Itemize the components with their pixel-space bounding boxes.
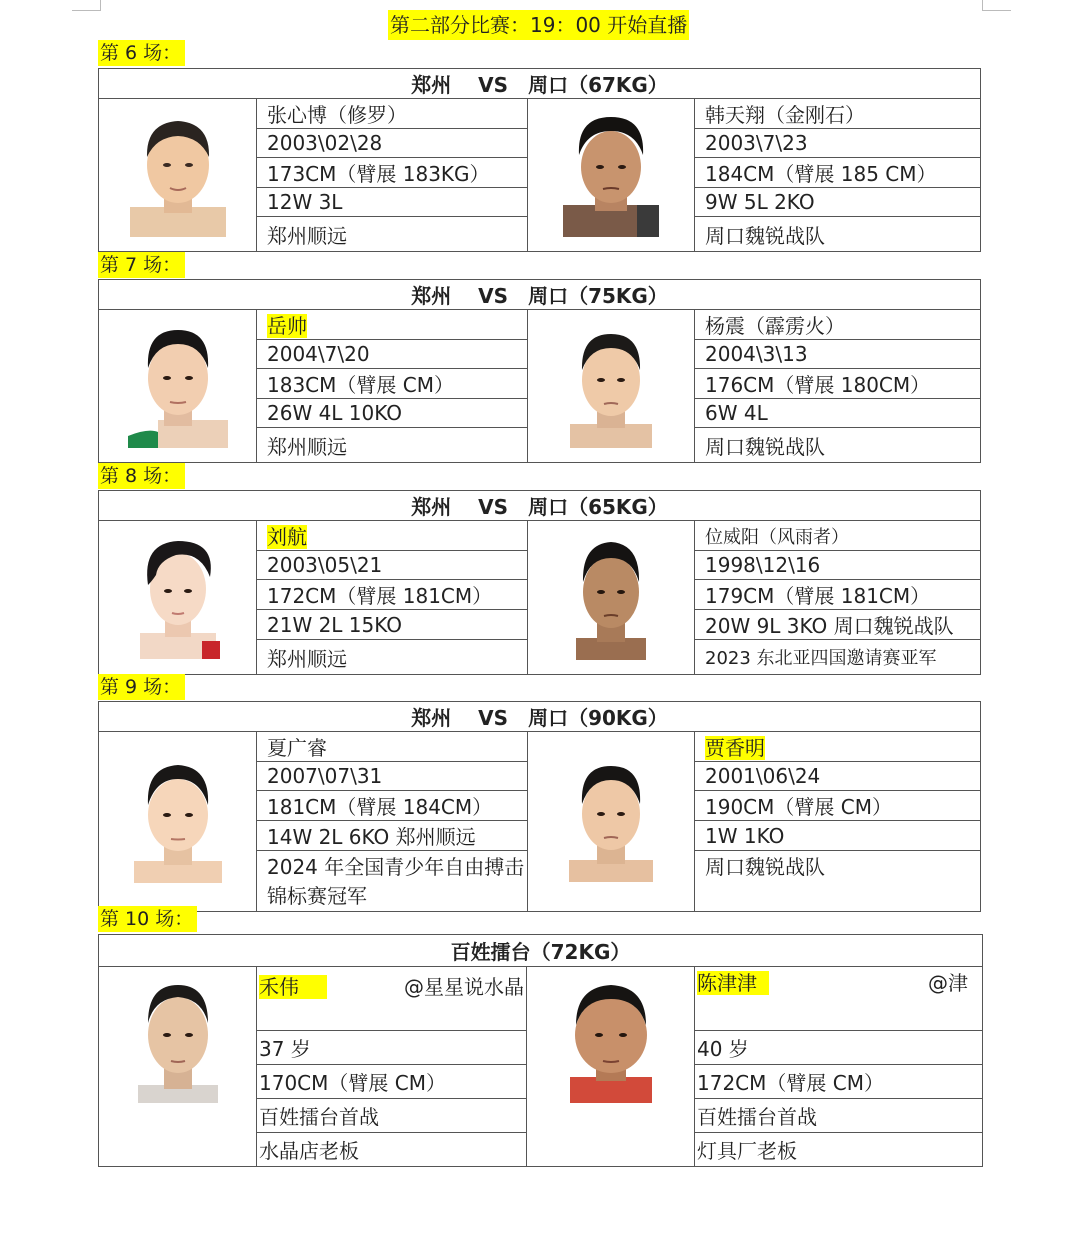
fighter-photo-cell: [99, 521, 257, 675]
left-fighter-record: 21W 2L 15KO: [257, 610, 528, 640]
right-fighter-age: 40 岁: [695, 1031, 983, 1065]
left-fighter-handle: @星星说水晶: [404, 975, 524, 999]
left-fighter-birth: 2003\05\21: [257, 551, 528, 580]
left-fighter-record: 26W 4L 10KO: [257, 399, 528, 428]
fighter-photo: [130, 109, 226, 237]
right-fighter-birth: 2001\06\24: [695, 762, 981, 791]
bout-9-table: [98, 701, 981, 912]
right-fighter-height: 190CM（臂展 CM）: [695, 791, 981, 821]
right-fighter-name-cell: [695, 967, 983, 1031]
bout-title: 郑州 VS 周口（67KG）: [99, 69, 981, 99]
right-fighter-height: 172CM（臂展 CM）: [695, 1065, 983, 1099]
fighter-photo: [566, 973, 656, 1103]
fighter-photo-cell: [528, 99, 695, 252]
fighter-photo-cell: [528, 521, 695, 675]
right-fighter-height: 179CM（臂展 181CM）: [695, 580, 981, 610]
left-fighter-height: 181CM（臂展 184CM）: [257, 791, 528, 821]
right-fighter-record: 9W 5L 2KO: [695, 188, 981, 217]
fighter-photo-cell: [99, 310, 257, 463]
right-fighter-birth: 1998\12\16: [695, 551, 981, 580]
right-fighter-record: 6W 4L: [695, 399, 981, 428]
right-fighter-name: 陈津津: [697, 971, 769, 995]
fighter-photo-cell: [527, 967, 695, 1167]
fighter-photo: [563, 109, 659, 237]
bout-8-table: [98, 490, 981, 675]
left-fighter-age: 37 岁: [257, 1031, 527, 1065]
right-fighter-height: 176CM（臂展 180CM）: [695, 369, 981, 399]
fighter-photo: [565, 756, 657, 882]
left-fighter-birth: 2003\02\28: [257, 129, 528, 158]
right-fighter-team: 2023 东北亚四国邀请赛亚军: [695, 640, 981, 675]
bout-title: 百姓擂台（72KG）: [99, 935, 983, 967]
fighter-photo: [566, 320, 656, 448]
bout-title: 郑州 VS 周口（65KG）: [99, 491, 981, 521]
left-fighter-record: 12W 3L: [257, 188, 528, 217]
fighter-photo: [128, 320, 228, 448]
right-fighter-name: 杨震（霹雳火）: [695, 310, 981, 340]
left-fighter-name: 禾伟: [259, 975, 327, 999]
left-fighter-job: 水晶店老板: [257, 1133, 527, 1167]
left-fighter-team: 2024 年全国青少年自由搏击锦标赛冠军: [257, 851, 528, 912]
page-title: 第二部分比赛：19：00 开始直播: [388, 10, 689, 40]
right-fighter-record: 1W 1KO: [695, 821, 981, 851]
left-fighter-name-cell: [257, 967, 527, 1031]
left-fighter-height: 172CM（臂展 181CM）: [257, 580, 528, 610]
left-fighter-name: [257, 310, 528, 340]
fighter-photo-cell: [528, 310, 695, 463]
bout-7-label: 第 7 场：: [98, 252, 185, 278]
fighter-photo-cell: [528, 732, 695, 912]
left-fighter-name: 张心博（修罗）: [257, 99, 528, 129]
left-fighter-name-highlight: 刘航: [267, 525, 307, 549]
left-fighter-height: 170CM（臂展 CM）: [257, 1065, 527, 1099]
right-fighter-team: 周口魏锐战队: [695, 217, 981, 252]
fighter-photo-cell: [99, 732, 257, 912]
right-fighter-team: 周口魏锐战队: [695, 428, 981, 463]
fighter-photo: [570, 530, 652, 660]
bout-title: 郑州 VS 周口（75KG）: [99, 280, 981, 310]
left-fighter-name: [257, 521, 528, 551]
left-fighter-team: 郑州顺远: [257, 217, 528, 252]
fighter-photo-cell: [99, 967, 257, 1167]
right-fighter-name: [695, 732, 981, 762]
fighter-photo: [130, 755, 226, 883]
left-fighter-team: 郑州顺远: [257, 428, 528, 463]
bout-title: 郑州 VS 周口（90KG）: [99, 702, 981, 732]
right-fighter-record: 20W 9L 3KO 周口魏锐战队: [695, 610, 981, 640]
left-fighter-height: 183CM（臂展 CM）: [257, 369, 528, 399]
left-fighter-name: 夏广睿: [257, 732, 528, 762]
left-fighter-record: 14W 2L 6KO 郑州顺远: [257, 821, 528, 851]
left-fighter-birth: 2004\7\20: [257, 340, 528, 369]
right-fighter-birth: 2003\7\23: [695, 129, 981, 158]
right-fighter-birth: 2004\3\13: [695, 340, 981, 369]
bout-6-table: [98, 68, 981, 252]
right-fighter-job: 灯具厂老板: [695, 1133, 983, 1167]
right-fighter-team: 周口魏锐战队: [695, 851, 981, 912]
bout-9-label: 第 9 场：: [98, 674, 185, 700]
left-fighter-name-highlight: 岳帅: [267, 314, 307, 338]
page-corner-left: [72, 0, 101, 11]
left-fighter-birth: 2007\07\31: [257, 762, 528, 791]
right-fighter-note: 百姓擂台首战: [695, 1099, 983, 1133]
bout-6-label: 第 6 场：: [98, 40, 185, 66]
left-fighter-team: 郑州顺远: [257, 640, 528, 675]
left-fighter-height: 173CM（臂展 183KG）: [257, 158, 528, 188]
right-fighter-height: 184CM（臂展 185 CM）: [695, 158, 981, 188]
right-fighter-name: 位威阳（风雨者）: [695, 521, 981, 551]
bout-10-table: [98, 934, 983, 1167]
page-corner-right: [982, 0, 1011, 11]
fighter-photo: [136, 975, 220, 1103]
left-fighter-note: 百姓擂台首战: [257, 1099, 527, 1133]
fighter-photo-cell: [99, 99, 257, 252]
bout-8-label: 第 8 场：: [98, 463, 185, 489]
right-fighter-name-highlight: 贾香明: [705, 736, 765, 760]
fighter-photo: [132, 531, 224, 659]
bout-7-table: [98, 279, 981, 463]
bout-10-label: 第 10 场：: [98, 906, 197, 932]
right-fighter-name: 韩天翔（金刚石）: [695, 99, 981, 129]
right-fighter-handle: @津: [928, 971, 968, 995]
